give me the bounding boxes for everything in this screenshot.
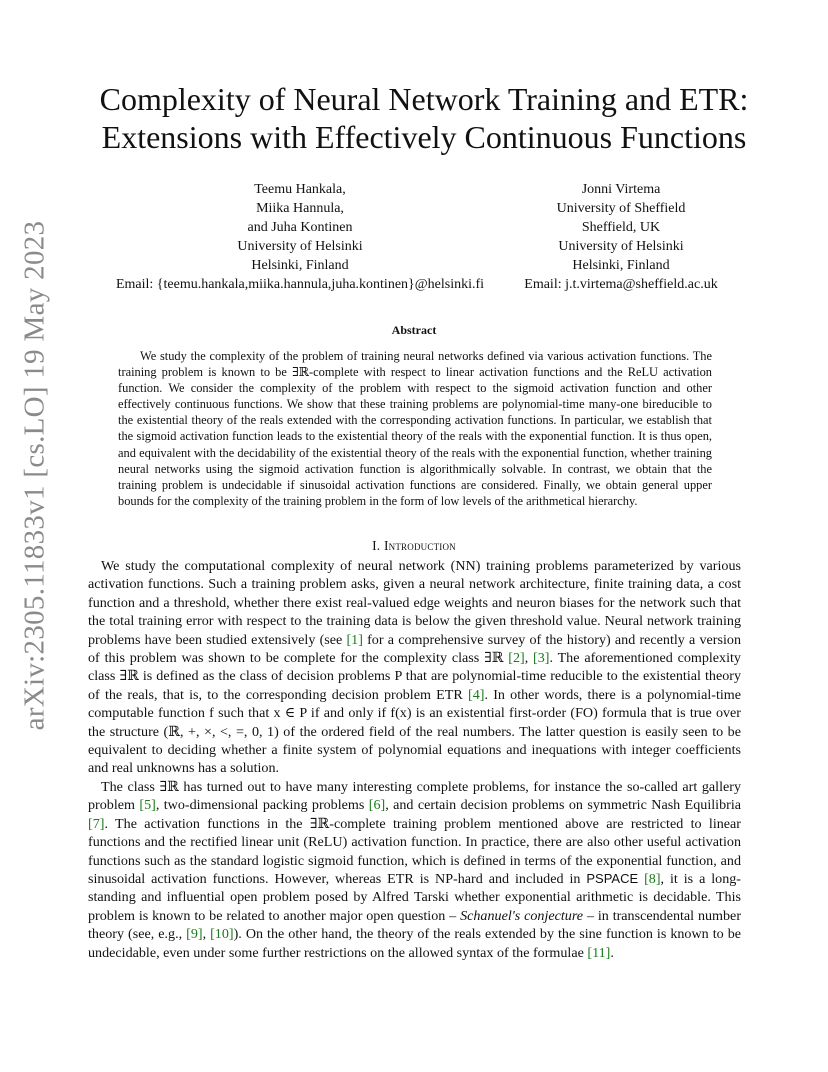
complexity-class: PSPACE — [586, 870, 639, 886]
section-number: I. — [372, 538, 381, 553]
text-run: . In other words, there is a polynomial-time computable function f such that x ∈ P if and only if f(x) is an existential first-order (FO) formula that is true over the structure (ℝ, +, ×, <, =, 0, 1) of the ordered field of the real numbers. The latter question is easily seen to be equivalent to deciding whether a finite system of polynomial equations and inequations with integer coefficients and real unknowns has a solution. — [88, 686, 742, 777]
section-title: Introduction — [383, 538, 456, 553]
abstract-heading: Abstract — [391, 323, 437, 337]
affiliation-line: University of Helsinki — [558, 239, 684, 254]
arxiv-sidebar-stamp — [18, 220, 52, 730]
paper-title — [60, 80, 788, 156]
email-line: Email: j.t.virtema@sheffield.ac.uk — [524, 277, 718, 292]
author-line: Teemu Hankala, — [254, 182, 346, 197]
author-block-left — [100, 180, 500, 294]
text-run: . The activation functions in the ∃ℝ-complete training problem mentioned above are restricted to linear functions and the rectified linear unit (ReLU) activation function. In practice, there are also other useful activation functions such as the standard logistic sigmoid function, which is defined in terms of the exponential function, and sinusoidal activation functions. However, whereas ETR is NP-hard and included in — [88, 815, 741, 887]
citation-link[interactable]: [4] — [468, 686, 485, 703]
section-heading — [0, 538, 828, 554]
author-line: and Juha Kontinen — [247, 220, 353, 235]
location-line: Sheffield, UK — [581, 220, 661, 235]
location-line: Helsinki, Finland — [251, 258, 349, 273]
text-run: . — [610, 944, 614, 961]
abstract-text: We study the complexity of the problem of training neural networks defined via various activation functions. The training problem is known to be ∃ℝ-complete with respect to linear activation functions and the ReLU activation function. We consider the complexity of the problem with respect to the sigmoid activation function and other effectively continuous functions. We show that these training problems are polynomial-time many-one bireducible to the existential theory of the reals extended with the corresponding activation functions. In particular, we establish that the sigmoid activation function leads to the existential theory of the reals with the exponential function. It is thus open, and equivalent with the decidability of the existential theory of the reals with the exponential function, whether training neural networks using the sigmoid activation function is algorithmically solvable. In contrast, we obtain that the training problem is undecidable if sinusoidal activation functions are considered. Finally, we obtain general upper bounds for the complexity of the training problem in the form of low levels of the arithmetical hierarchy. — [118, 349, 712, 508]
affiliation-line: University of Sheffield — [556, 201, 686, 216]
author-block-right — [506, 180, 736, 294]
text-run: – in transcendental number theory (see, e.g., — [88, 907, 742, 943]
email-line: Email: {teemu.hankala,miika.hannula,juha.kontinen}@helsinki.fi — [115, 277, 485, 292]
arxiv-id: arXiv:2305.11833v1 [cs.LO] 19 May 2023 — [18, 220, 51, 730]
citation-link[interactable]: [8] — [644, 870, 661, 887]
body-text — [88, 557, 741, 962]
text-run: , it is a long-standing and influential open problem posed by Alfred Tarski whether exponential arithmetic is decidable. This problem is known to be related to another major open question – — [88, 870, 742, 924]
citation-link[interactable]: [6] — [368, 797, 386, 814]
text-run: , — [202, 926, 211, 943]
text-run: . The aforementioned complexity class ∃ℝ is defined as the class of decision problems P that are polynomial-time reducible to the existential theory of the reals, that is, to the corresponding decision problem ETR — [88, 650, 741, 703]
paragraph — [88, 557, 741, 778]
citation-link[interactable]: [9] — [186, 926, 203, 943]
emphasis: Schanuel's conjecture — [460, 907, 584, 924]
affiliation-line: University of Helsinki — [237, 239, 363, 254]
citation-link[interactable]: [11] — [587, 944, 611, 961]
citation-link[interactable]: [1] — [346, 631, 363, 648]
citation-link[interactable]: [2] — [508, 650, 525, 667]
citation-link[interactable]: [3] — [533, 650, 550, 667]
title-line-1: Complexity of Neural Network Training and ETR: — [99, 81, 749, 117]
text-run: , and certain decision problems on symmetric Nash Equilibria — [385, 797, 741, 814]
author-line: Jonni Virtema — [581, 182, 661, 197]
location-line: Helsinki, Finland — [572, 258, 670, 273]
citation-link[interactable]: [10] — [210, 926, 234, 943]
citation-link[interactable]: [5] — [139, 797, 156, 814]
text-run: The class ∃ℝ has turned out to have many interesting complete problems, for instance the so-called art gallery problem — [88, 778, 741, 814]
citation-link[interactable]: [7] — [88, 815, 105, 832]
text-run: for a comprehensive survey of the history) and recently a version of this problem was shown to be complete for the complexity class ∃ℝ — [88, 631, 741, 667]
text-run: , — [524, 650, 534, 667]
text-run: , two-dimensional packing problems — [155, 797, 369, 814]
text-run: We study the computational complexity of neural network (NN) training problems parameterized by various activation functions. Such a training problem asks, given a neural network architecture, finite training data, a cost function and a threshold, whether there exist real-valued edge weights and neuron biases for the network such that the total training error with respect to the training data is below the given threshold value. Neural network training problems have been studied extensively (see — [88, 558, 741, 648]
paragraph — [88, 778, 741, 962]
text-run: ). On the other hand, the theory of the reals extended by the sine function is known to be undecidable, even under some further restrictions on the allowed syntax of the formulae — [88, 926, 741, 961]
author-line: Miika Hannula, — [256, 201, 344, 216]
title-line-2: Extensions with Effectively Continuous Functions — [101, 119, 747, 155]
